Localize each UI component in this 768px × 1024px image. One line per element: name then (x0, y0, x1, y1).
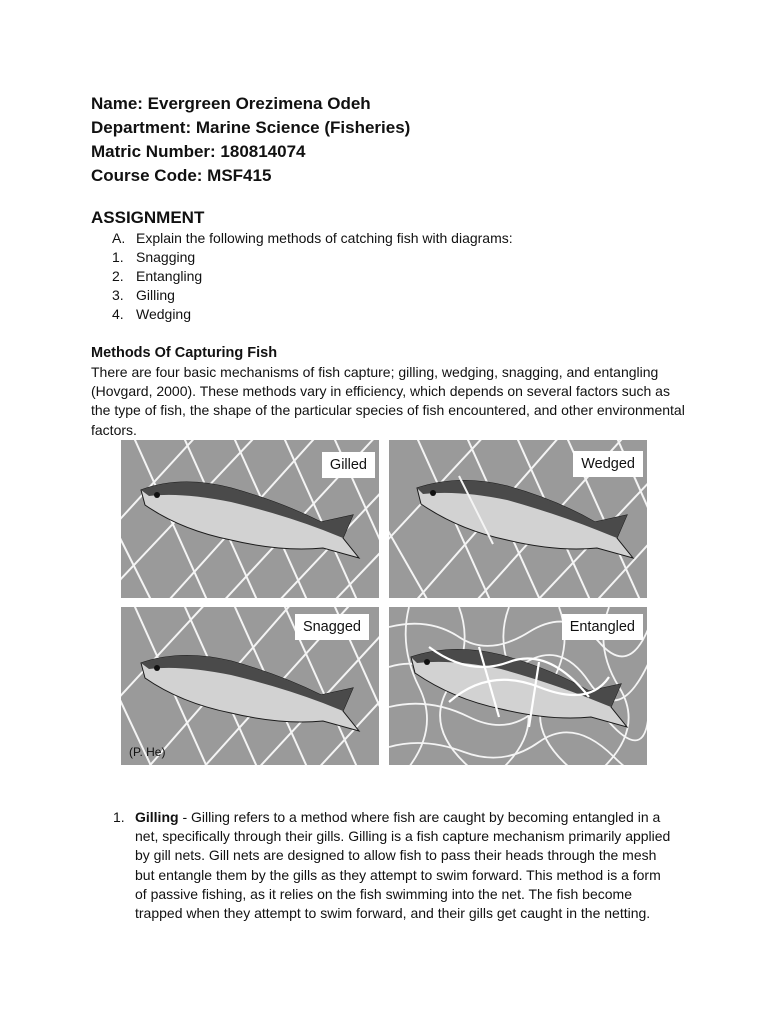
list-item (112, 305, 513, 324)
list-marker: A. (112, 230, 126, 246)
gilling-paragraph (135, 808, 673, 923)
list-marker: 3. (112, 287, 124, 303)
student-name: Name: Evergreen Orezimena Odeh (91, 94, 371, 113)
matric-number: Matric Number: 180814074 (91, 142, 306, 161)
list-item-text: Wedging (136, 306, 192, 322)
list-marker: 4. (112, 306, 124, 322)
student-department: Department: Marine Science (Fisheries) (91, 118, 411, 137)
question-text: Explain the following methods of catching fish with diagrams: (136, 230, 513, 246)
list-marker: 2. (112, 268, 124, 284)
fish-shape (141, 482, 359, 558)
panel-label-gilled: Gilled (322, 452, 375, 478)
assignment-question (112, 229, 513, 248)
fish-capture-figure (121, 440, 648, 767)
list-item (112, 286, 513, 305)
list-item-text: Entangling (136, 268, 203, 284)
panel-label-entangled: Entangled (562, 614, 643, 640)
gilling-term: Gilling (135, 809, 179, 825)
list-item-text: Snagging (136, 249, 196, 265)
course-code: Course Code: MSF415 (91, 166, 272, 185)
panel-label-snagged: Snagged (295, 614, 369, 640)
list-item (112, 248, 513, 267)
panel-entangled (389, 607, 647, 765)
list-marker: 1. (112, 249, 124, 265)
panel-gilled (121, 440, 379, 598)
list-item-text: Gilling (136, 287, 175, 303)
figure-credit: (P. He) (129, 745, 166, 759)
gilling-text: - Gilling refers to a method where fish are caught by becoming entangled in a net, specifically through their gills. Gilling is a fish capture mechanism primarily applied by gill nets. Gill nets are designed to allow fish to pass their heads through the mesh but entangle them by the gills as they attempt to swim forward. This method is a form of passive fishing, as it relies on the fish swimming into the net. The fish become trapped when they attempt to swim forward, and their gills get caught in the netting. (135, 809, 671, 922)
assignment-heading: ASSIGNMENT (91, 208, 205, 227)
panel-snagged (121, 607, 379, 765)
student-info (91, 92, 410, 188)
list-marker: 1. (113, 809, 125, 825)
assignment-list (112, 229, 513, 324)
methods-intro: There are four basic mechanisms of fish capture; gilling, wedging, snagging, and entangling (Hovgard, 2000). These methods vary in efficiency, which depends on several factors such as the type of fish, the shape of the particular species of fish encountered, and other environmental factors. (91, 364, 685, 438)
panel-wedged (389, 440, 647, 598)
gilling-explanation (113, 808, 673, 923)
panel-label-wedged: Wedged (573, 451, 643, 477)
methods-heading: Methods Of Capturing Fish (91, 345, 278, 361)
list-item (112, 267, 513, 286)
